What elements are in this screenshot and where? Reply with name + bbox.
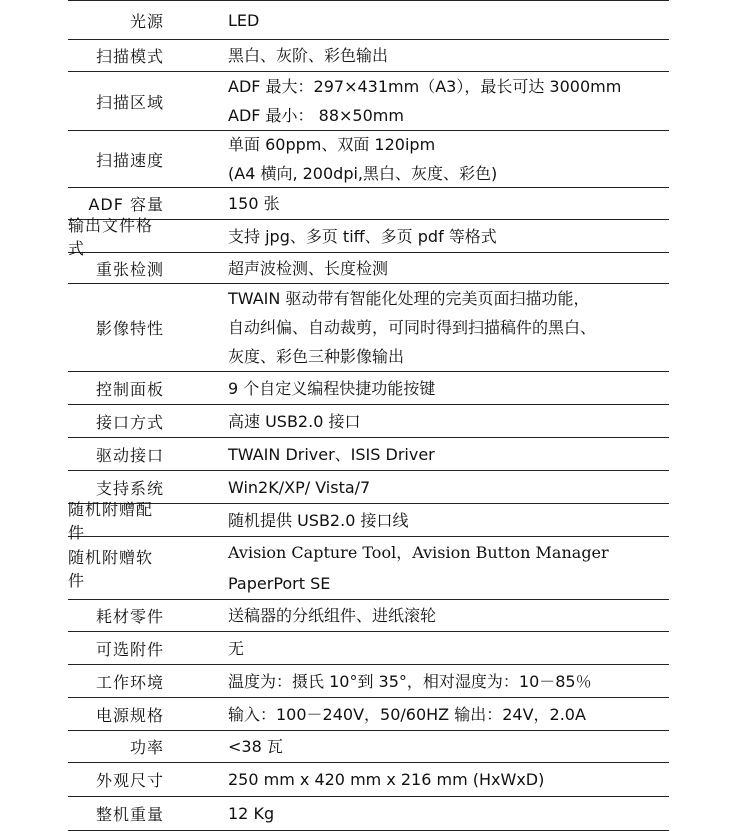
spec-value-line: (A4 横向, 200dpi,黑白、灰度、彩色) bbox=[228, 164, 498, 183]
spec-value-line: 支持 jpg、多页 tiff、多页 pdf 等格式 bbox=[228, 226, 497, 246]
spec-row-scan-mode bbox=[68, 40, 669, 72]
spec-label: 影像特性 bbox=[95, 319, 164, 338]
spec-value bbox=[198, 188, 669, 219]
spec-value bbox=[198, 253, 669, 283]
spec-value-line: 无 bbox=[228, 638, 245, 658]
spec-value-line: 送稿器的分纸组件、进纸滚轮 bbox=[228, 606, 437, 625]
spec-value bbox=[198, 372, 669, 404]
spec-value-line: 温度为：摄氏 10°到 35°，相对湿度为：10－85％ bbox=[228, 671, 592, 691]
spec-value-line: Avision Capture Tool，Avision Button Manager bbox=[228, 543, 609, 562]
spec-row-light-source bbox=[68, 0, 669, 40]
spec-row-environment bbox=[68, 665, 669, 698]
spec-row-accessories bbox=[68, 500, 669, 542]
spec-row-software bbox=[68, 537, 669, 600]
spec-value-line: <38 瓦 bbox=[228, 737, 283, 756]
spec-value-line: 输入：100－240V，50/60HZ 输出：24V，2.0A bbox=[228, 704, 586, 724]
spec-label: 耗材零件 bbox=[95, 607, 164, 626]
spec-value bbox=[198, 537, 669, 599]
spec-row-consumables bbox=[68, 600, 669, 632]
spec-row-scan-area bbox=[68, 72, 669, 131]
spec-value-line: 黑白、灰阶、彩色输出 bbox=[228, 46, 389, 65]
spec-value bbox=[198, 220, 669, 252]
spec-row-control-panel bbox=[68, 372, 669, 405]
spec-value bbox=[198, 698, 669, 730]
spec-value bbox=[198, 665, 669, 697]
spec-row-driver bbox=[68, 438, 669, 471]
spec-label: 扫描速度 bbox=[95, 150, 164, 170]
spec-label: 重张检测 bbox=[95, 259, 164, 279]
spec-label: 光源 bbox=[129, 11, 164, 31]
spec-value bbox=[198, 284, 669, 371]
spec-label: 支持系统 bbox=[95, 478, 164, 498]
spec-row-weight bbox=[68, 797, 669, 831]
spec-value-line: 超声波检测、长度检测 bbox=[228, 258, 389, 278]
spec-value-line: 12 Kg bbox=[228, 804, 275, 823]
spec-row-dimensions bbox=[68, 763, 669, 797]
spec-row-power bbox=[68, 731, 669, 763]
spec-label: 输出文件格式 bbox=[68, 216, 154, 258]
spec-value-line: 单面 60ppm、双面 120ipm bbox=[228, 135, 436, 154]
spec-value bbox=[198, 131, 669, 187]
spec-value bbox=[198, 632, 669, 664]
spec-value bbox=[198, 40, 669, 71]
spec-value-line: 150 张 bbox=[228, 194, 280, 213]
spec-label: 随机附赠配件 bbox=[68, 500, 154, 542]
spec-label: 工作环境 bbox=[95, 672, 164, 692]
spec-label: 扫描模式 bbox=[95, 47, 164, 66]
spec-label: 电源规格 bbox=[95, 705, 164, 725]
spec-value-line: ADF 最大：297×431mm（A3），最长可达 3000mm bbox=[228, 77, 622, 96]
spec-label: 整机重量 bbox=[95, 805, 164, 824]
spec-value-line: 灰度、彩色三种影像输出 bbox=[228, 347, 405, 366]
spec-value bbox=[198, 731, 669, 762]
spec-label: 接口方式 bbox=[95, 412, 164, 432]
spec-row-double-feed bbox=[68, 253, 669, 284]
spec-value bbox=[198, 763, 669, 796]
spec-label: ADF 容量 bbox=[88, 195, 164, 214]
spec-value-line: ADF 最小： 88×50mm bbox=[228, 106, 404, 125]
spec-row-interface bbox=[68, 405, 669, 438]
spec-value-line: Win2K/XP/ Vista/7 bbox=[228, 477, 371, 497]
spec-label: 外观尺寸 bbox=[95, 771, 164, 790]
spec-value bbox=[198, 405, 669, 437]
spec-value bbox=[198, 797, 669, 830]
spec-value-line: TWAIN 驱动带有智能化处理的完美页面扫描功能， bbox=[228, 289, 590, 308]
spec-row-output-format bbox=[68, 216, 669, 258]
spec-row-power-spec bbox=[68, 698, 669, 731]
spec-value-line: 9 个自定义编程快捷功能按键 bbox=[228, 378, 436, 398]
spec-value-line: 随机提供 USB2.0 接口线 bbox=[228, 510, 409, 530]
spec-value-line: TWAIN Driver、ISIS Driver bbox=[228, 444, 435, 464]
spec-value-line: 250 mm x 420 mm x 216 mm (HxWxD) bbox=[228, 770, 545, 789]
spec-value-line: 自动纠偏、自动裁剪，可同时得到扫描稿件的黑白、 bbox=[228, 318, 597, 337]
spec-label: 控制面板 bbox=[95, 379, 164, 399]
spec-row-optional bbox=[68, 632, 669, 665]
spec-label: 可选附件 bbox=[95, 639, 164, 659]
spec-value bbox=[198, 1, 669, 39]
spec-value-line: 高速 USB2.0 接口 bbox=[228, 411, 361, 431]
spec-value bbox=[198, 471, 669, 503]
spec-value-line: LED bbox=[228, 10, 260, 30]
spec-label: 功率 bbox=[129, 738, 164, 757]
spec-label: 随机附赠软件 bbox=[68, 548, 154, 590]
spec-value bbox=[198, 438, 669, 470]
spec-row-image-features bbox=[68, 284, 669, 372]
spec-row-scan-speed bbox=[68, 131, 669, 188]
spec-value-line: PaperPort SE bbox=[228, 574, 331, 593]
spec-label: 扫描区域 bbox=[95, 92, 164, 112]
spec-value bbox=[198, 600, 669, 631]
spec-value bbox=[198, 72, 669, 130]
spec-table bbox=[68, 0, 669, 831]
spec-label: 驱动接口 bbox=[95, 445, 164, 465]
spec-value bbox=[198, 504, 669, 536]
